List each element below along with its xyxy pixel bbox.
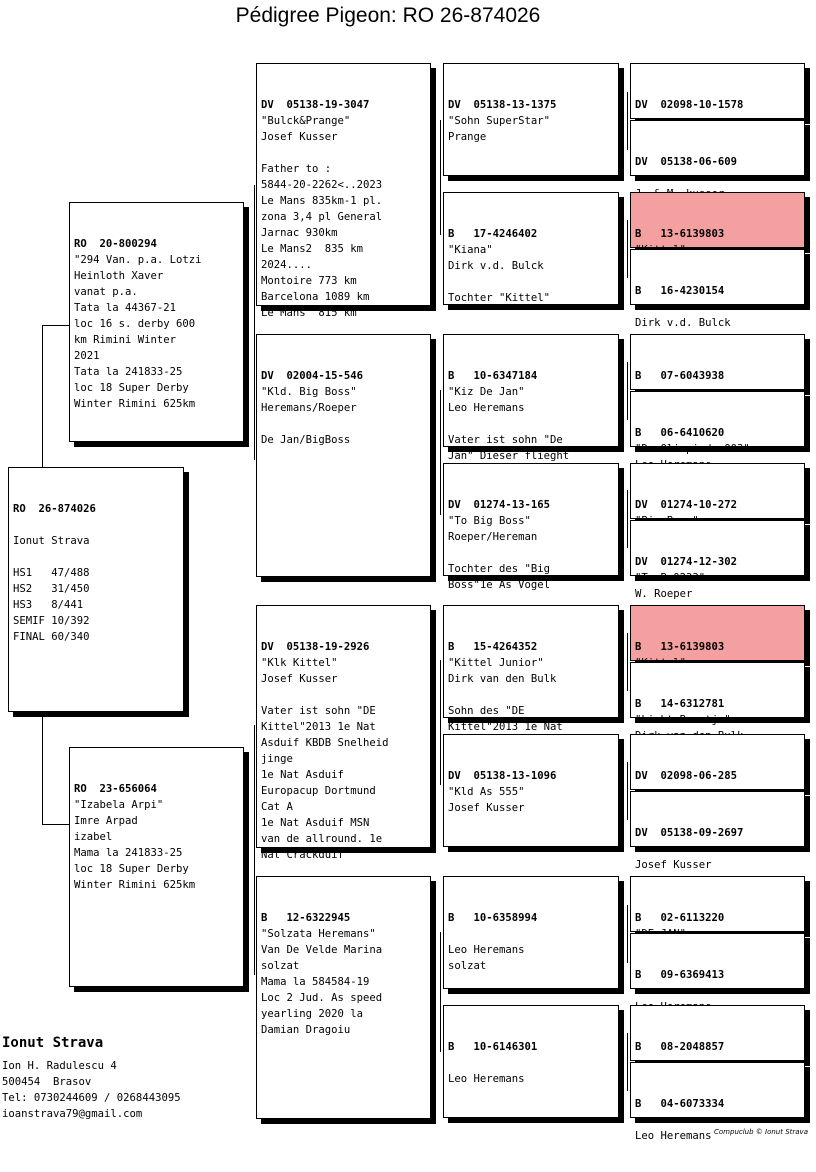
connector-line: [627, 92, 628, 150]
ancestor-card: [630, 1005, 805, 1061]
ring-number: B 12-6322945: [261, 912, 351, 924]
ancestor-card: [630, 63, 805, 119]
ring-number: B 14-6312781: [635, 698, 725, 710]
connector-line: [627, 762, 628, 820]
page-title: Pédigree Pigeon: RO 26-874026: [235, 4, 541, 27]
owner-email[interactable]: ioanstrava79@gmail.com: [2, 1108, 143, 1120]
card-text: "Kld. Big Boss" Heremans/Roeper De Jan/BigBoss: [261, 386, 357, 446]
ring-number: DV 05138-19-2926: [261, 641, 370, 653]
connector-line: [627, 633, 628, 691]
ring-number: RO 23-656064: [74, 783, 157, 795]
ring-number: B 16-4230154: [635, 285, 725, 297]
card-text: "To B-0233" W. Roeper: [635, 572, 706, 600]
grandparent-card: [256, 63, 431, 319]
ancestor-card: [630, 334, 805, 390]
subject-card: [8, 467, 184, 712]
connector-line: [42, 325, 70, 326]
card-text: Ionut Strava HS1 47/488 HS2 31/450 HS3 8/441 SEMIF 10/392 FINAL 60/340: [13, 535, 90, 643]
connector-line: [627, 490, 628, 548]
ring-number: RO 20-800294: [74, 238, 157, 250]
ancestor-card-highlighted: [630, 192, 805, 248]
ring-number: RO 26-874026: [13, 503, 96, 515]
ring-number: DV 02098-06-285: [635, 770, 738, 782]
ring-number: B 13-6139803: [635, 641, 725, 653]
ring-number: DV 01274-13-165: [448, 499, 551, 511]
ancestor-card: [630, 249, 805, 329]
connector-line: [627, 362, 628, 420]
connector-line: [440, 390, 441, 515]
owner-address: Ion H. Radulescu 4: [2, 1060, 117, 1072]
ring-number: B 15-4264352: [448, 641, 538, 653]
card-text: "294 Van. p.a. Lotzi Heinloth Xaver vanat p.a. Tata la 44367-21 loc 16 s. derby 600 km Rimini Winter 2021 Tata la 241833-25 loc 18 Super Derby Winter Rimini 625km: [74, 254, 202, 410]
owner-phone: Tel: 0730244609 / 0268443095: [2, 1092, 181, 1104]
great-grandparent-card: [443, 1005, 619, 1118]
ring-number: DV 05138-09-2697: [635, 827, 744, 839]
ring-number: DV 05138-19-3047: [261, 99, 370, 111]
great-grandparent-card: [443, 734, 619, 847]
card-text: Leo Heremans: [635, 1130, 712, 1142]
ancestor-card: [630, 933, 805, 989]
card-text: "Licht Beertje": [635, 714, 731, 726]
owner-contact: [2, 1058, 181, 1122]
connector-line: [42, 325, 43, 468]
ring-number: DV 02004-15-546: [261, 370, 364, 382]
card-text: "Kittel Junior" Dirk van den Bulk Sohn des "DE Kittel"2013 1e Nat: [448, 657, 563, 733]
ring-number: B 09-6369413: [635, 969, 725, 981]
connector-line: [440, 660, 441, 785]
owner-name: Ionut Strava: [2, 1035, 104, 1051]
grandparent-card: [256, 334, 431, 577]
great-grandparent-card: [443, 192, 619, 305]
credit-text: Compuclub © Ionut Strava: [714, 1128, 808, 1136]
card-text: "Klk Kittel" Josef Kusser Vater ist sohn "DE Kittel"2013 1e Nat Asduif KBDB Snelheid jinge 1e Nat Asduif Europacup Dortmund Cat A 1e Nat Asduif MSN van de allround. 1e Nat Crackduif: [261, 657, 389, 861]
connector-line: [627, 220, 628, 278]
connector-line: [627, 1033, 628, 1091]
ancestor-card: [630, 876, 805, 932]
card-text: "Bulck&Prange" Josef Kusser Father to : 5844-20-2262<..2023 Le Mans 835km-1 pl. zona 3,4 pl General Jarnac 930km Le Mans2 835 km 2024.... Montoire 773 km Barcelona 1089 km Le Mans 815 km: [261, 115, 383, 319]
great-grandparent-card: [443, 605, 619, 733]
card-text: "Do Olimpiade 003": [635, 443, 750, 455]
great-grandparent-card: [443, 63, 619, 176]
ancestor-card: [630, 463, 805, 519]
connector-line: [42, 824, 70, 825]
owner-city: 500454 Brasov: [2, 1076, 92, 1088]
ring-number: B 06-6410620: [635, 427, 725, 439]
great-grandparent-card: [443, 463, 619, 591]
ancestor-card: [630, 520, 805, 600]
ring-number: B 13-6139803: [635, 228, 725, 240]
grandparent-card: [256, 876, 431, 1119]
ancestor-card: [630, 391, 805, 455]
great-grandparent-card: [443, 334, 619, 462]
ancestor-card: [630, 734, 805, 790]
grandparent-card: [256, 605, 431, 861]
ring-number: DV 01274-10-272: [635, 499, 738, 511]
connector-line: [254, 725, 255, 975]
connector-line: [440, 932, 441, 1052]
ancestor-card: [630, 120, 805, 176]
connector-line: [440, 120, 441, 235]
card-text: "Kld As 555" Josef Kusser: [448, 786, 525, 814]
sire-card: [69, 202, 244, 442]
card-text: Josef Kusser: [635, 859, 712, 871]
ring-number: B 17-4246402: [448, 228, 538, 240]
ring-number: DV 05138-13-1375: [448, 99, 557, 111]
card-text: Dirk v.d. Bulck: [635, 317, 731, 329]
ring-number: DV 05138-06-609: [635, 156, 738, 168]
dam-card: [69, 747, 244, 987]
ring-number: DV 01274-12-302: [635, 556, 738, 568]
ring-number: B 10-6358994: [448, 912, 538, 924]
card-text: Leo Heremans: [448, 1073, 525, 1085]
connector-line: [42, 712, 43, 824]
ancestor-card-highlighted: [630, 605, 805, 661]
great-grandparent-card: [443, 876, 619, 989]
ring-number: B 10-6146301: [448, 1041, 538, 1053]
card-text: Leo Heremans solzat: [448, 944, 525, 972]
connector-line: [254, 185, 255, 460]
card-text: "Sohn SuperStar" Prange: [448, 115, 551, 143]
connector-line: [627, 905, 628, 963]
ancestor-card: [630, 791, 805, 871]
ring-number: B 02-6113220: [635, 912, 725, 924]
card-text: "Izabela Arpi" Imre Arpad izabel Mama la 241833-25 loc 18 Super Derby Winter Rimini 625km: [74, 799, 196, 891]
ring-number: B 04-6073334: [635, 1098, 725, 1110]
ancestor-card: [630, 662, 805, 726]
card-text: "Kiana" Dirk v.d. Bulck Tochter "Kittel": [448, 244, 551, 304]
ring-number: B 10-6347184: [448, 370, 538, 382]
ring-number: B 07-6043938: [635, 370, 725, 382]
ring-number: DV 02098-10-1578: [635, 99, 744, 111]
card-text: "To Big Boss" Roeper/Hereman Tochter des "Big Boss"1e As Vogel: [448, 515, 551, 591]
ring-number: DV 05138-13-1096: [448, 770, 557, 782]
card-text: "Solzata Heremans" Van De Velde Marina solzat Mama la 584584-19 Loc 2 Jud. As speed yearling 2020 la Damian Dragoiu: [261, 928, 383, 1036]
ring-number: B 08-2048857: [635, 1041, 725, 1053]
card-text: "Kiz De Jan" Leo Heremans Vater ist sohn "De Jan" Dieser flieght: [448, 386, 570, 462]
